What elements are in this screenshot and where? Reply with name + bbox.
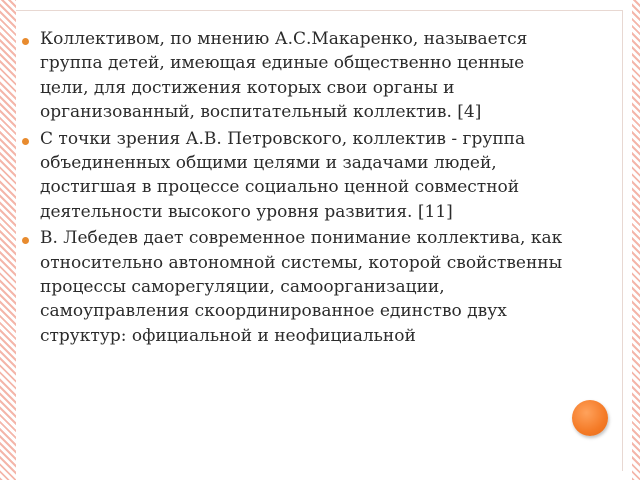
orange-circle-icon: [572, 400, 608, 436]
right-decorative-stripes: [632, 0, 640, 480]
bullet-dot-icon: [22, 138, 29, 145]
bullet-text: В. Лебедев дает современное понимание коллектива, как относительно автономной системы, которой свойственны процессы саморегуляции, самоорганизации, самоуправления скоординированное единство двух структур: официальной и неофициальной: [40, 228, 563, 346]
list-item: [22, 27, 572, 125]
bullet-text: С точки зрения А.В. Петровского, коллектив - группа объединенных общими целями и задачами людей, достигшая в процессе социально ценной совместной деятельности высокого уровня развития. [11]: [40, 128, 526, 222]
bullet-text: Коллективом, по мнению А.С.Макаренко, называется группа детей, имеющая единые общественно ценные цели, для достижения которых свои органы и организованный, воспитательный коллектив. [4]: [40, 29, 528, 123]
bullet-dot-icon: [22, 38, 29, 45]
bullet-list: [22, 27, 572, 350]
list-item: [22, 226, 572, 348]
list-item: [22, 127, 572, 225]
left-decorative-stripes: [0, 0, 16, 480]
bullet-dot-icon: [22, 237, 29, 244]
